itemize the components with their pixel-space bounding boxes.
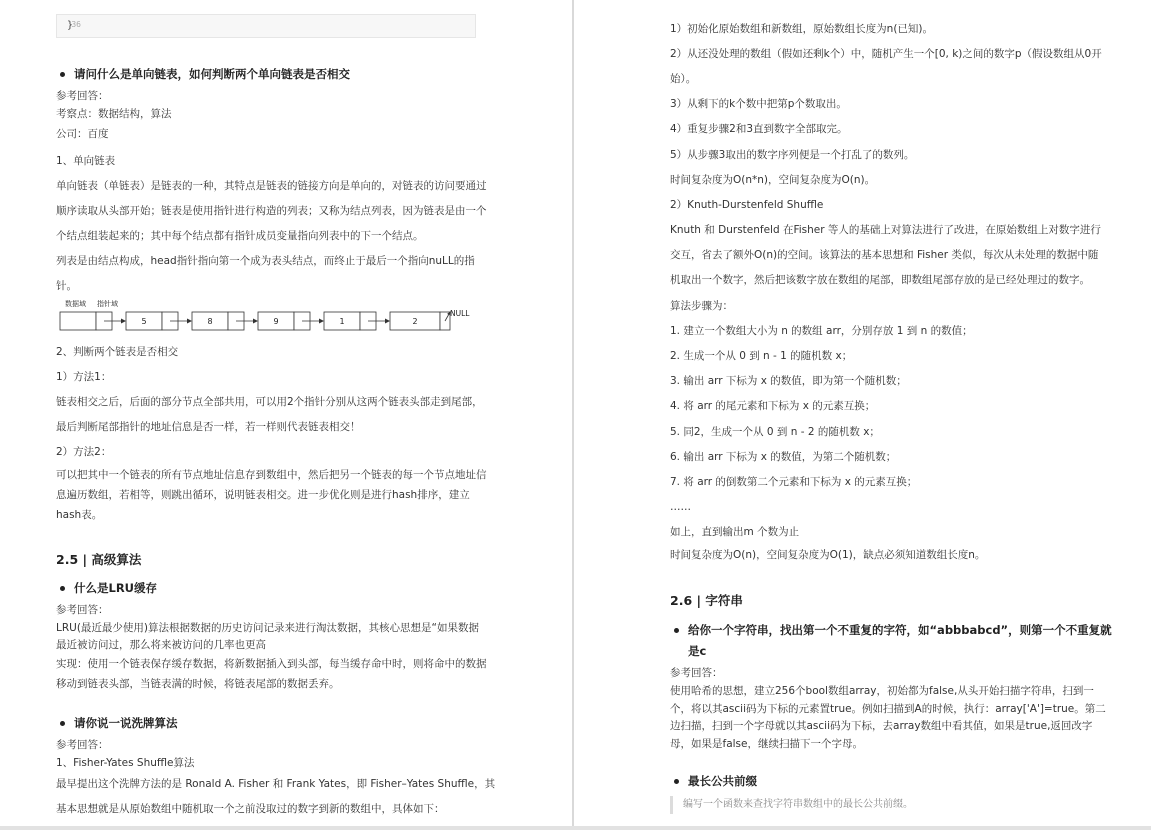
question-longest-common-prefix: 最长公共前缀 [688,774,757,788]
paragraph-line: 实现：使用一个链表保存缓存数据，将新数据插入到头部，每当缓存命中时，则将命中的数据 [56,658,487,670]
question-shuffle: 请你说一说洗牌算法 [74,716,178,730]
complexity-line: 时间复杂度为O(n)，空间复杂度为O(1)，缺点必须知道数组长度n。 [670,549,986,561]
algorithm-step: 1. 建立一个数组大小为 n 的数组 arr，分别存放 1 到 n 的数值； [670,325,973,337]
algorithm-step: 5. 同2，生成一个从 0 到 n - 2 的随机数 x； [670,426,880,438]
paragraph-line: 个结点组装起来的；其中每个结点都有指针成员变量指向列表中的下一个结点。 [56,230,424,242]
paragraph-line: 交互，省去了额外O(n)的空间。该算法的基本思想和 Fisher 类似，每次从未处理的数据中随 [670,249,1099,261]
step-line: 5）从步骤3取出的数字序列便是一个打乱了的数列。 [670,149,915,161]
paragraph-line: 基本思想就是从原始数组中随机取一个之前没取过的数字到新的数组中，具体如下： [56,803,445,815]
question-first-unique-char: 给你一个字符串，找出第一个不重复的字符，如“abbbabcd”，则第一个不重复就 [688,623,1112,637]
method-2-heading: 2）方法2： [56,446,112,458]
reference-answer-label: 参考回答： [56,90,109,102]
step-line: 始）。 [670,73,697,85]
algorithm-step: 3. 输出 arr 下标为 x 的数值，即为第一个随机数； [670,375,907,387]
node-value: 1 [339,317,345,326]
bottom-scroll-edge [0,826,1151,830]
algorithm-step: 7. 将 arr 的倒数第二个元素和下标为 x 的元素互换； [670,476,918,488]
quote-block: 编写一个函数来查找字符串数组中的最长公共前缀。 [670,796,1110,814]
node-value: 2 [412,317,418,326]
code-text: } [67,20,74,31]
right-page [574,0,1151,830]
question-lru: 什么是LRU缓存 [74,581,158,595]
step-line: 3）从剩下的k个数中把第p个数取出。 [670,98,847,110]
paragraph-line: 如上，直到输出m 个数为止 [670,526,800,538]
paragraph-line: 母，如果是false，继续扫描下一个字母。 [670,738,863,750]
paragraph-line: 使用哈希的思想，建立256个bool数组array，初始都为false,从头开始扫描字符串，扫到一 [670,685,1094,697]
reference-answer-label: 参考回答： [670,667,723,679]
paragraph-line: 链表相交之后，后面的部分节点全部共用，可以用2个指针分别从这两个链表头部走到尾部， [56,396,483,408]
node-5 [390,312,450,330]
paragraph-line: 个，将以其ascii码为下标的元素置true。例如扫描到A的时候，执行：array['A']=true。第二 [670,703,1106,715]
paragraph-line: 顺序读取从头部开始；链表是使用指针进行构造的列表；又称为结点列表，因为链表是由一个 [56,205,487,217]
subheading-intersect: 2、判断两个链表是否相交 [56,346,179,358]
step-line: 4）重复步骤2和3直到数字全部取完。 [670,123,848,135]
algorithm-step: 4. 将 arr 的尾元素和下标为 x 的元素互换； [670,400,876,412]
paragraph-line: 针。 [56,280,77,292]
paragraph-line: 单向链表（单链表）是链表的一种，其特点是链表的链接方向是单向的，对链表的访问要通过 [56,180,487,192]
question-linked-list: 请问什么是单向链表，如何判断两个单向链表是否相交 [74,67,350,81]
subheading-fisher-yates: 1、Fisher-Yates Shuffle算法 [56,757,195,769]
method-1-heading: 1）方法1： [56,371,112,383]
subheading-singly-linked-list: 1、单向链表 [56,155,116,167]
diagram-label-pointer: 指针域 [97,300,118,308]
paragraph-line: 移动到链表头部，当链表满的时候，将链表尾部的数据丢弃。 [56,678,340,690]
section-title-advanced-algorithms: 2.5 | 高级算法 [56,552,142,567]
company: 公司：百度 [56,128,109,140]
code-block [56,14,476,38]
paragraph-line: Knuth 和 Durstenfeld 在Fisher 等人的基础上对算法进行了改进，在原始数组上对数字进行 [670,224,1101,236]
diagram-label-data: 数据域 [65,300,86,308]
node-value: 8 [207,317,213,326]
paragraph-line: hash表。 [56,509,103,521]
paragraph-line: 边扫描，扫到一个字母就以其ascii码为下标，去array数组中看其值，如果是true,返回改字 [670,720,1093,732]
node-value: 9 [273,317,279,326]
complexity-line: 时间复杂度为O(n*n)，空间复杂度为O(n)。 [670,174,876,186]
left-page [0,0,572,830]
reference-answer-label: 参考回答： [56,604,109,616]
reference-answer-label: 参考回答： [56,739,109,751]
algorithm-step: 6. 输出 arr 下标为 x 的数值，为第二个随机数； [670,451,897,463]
paragraph-line: 息遍历数组，若相等，则跳出循环，说明链表相交。进一步优化则是进行hash排序，建立 [56,489,470,501]
question-first-unique-char-cont: 是c [688,644,707,658]
section-title-strings: 2.6 | 字符串 [670,593,743,608]
step-line: 2）从还没处理的数组（假如还剩k个）中，随机产生一个[0, k)之间的数字p（假设数组从0开 [670,48,1102,60]
algorithm-step: 2. 生成一个从 0 到 n - 1 的随机数 x； [670,350,853,362]
linked-list-diagram [56,296,476,334]
paragraph-line: 可以把其中一个链表的所有节点地址信息存到数组中，然后把另一个链表的每一个节点地址信 [56,469,487,481]
subheading-knuth-durstenfeld: 2）Knuth-Durstenfeld Shuffle [670,199,824,211]
paragraph-line: 最早提出这个洗牌方法的是 Ronald A. Fisher 和 Frank Yates，即 Fisher–Yates Shuffle，其 [56,778,496,790]
paragraph-line: 机取出一个数字，然后把该数字放在数组的尾部，即数组尾部存放的是已经处理过的数字。 [670,274,1090,286]
paragraph-line: 列表是由结点构成，head指针指向第一个成为表头结点，而终止于最后一个指向nuLL的指 [56,255,475,267]
algorithm-steps-label: 算法步骤为： [670,300,733,312]
paragraph-line: LRU(最近最少使用)算法根据数据的历史访问记录来进行淘汰数据，其核心思想是“如果数据 [56,622,479,634]
paragraph-line: 最近被访问过，那么将来被访问的几率也更高 [56,639,266,651]
null-label: NULL [450,309,470,318]
paragraph-line: 最后判断尾部指针的地址信息是否一样，若一样则代表链表相交！ [56,421,361,433]
ellipsis: …… [670,501,691,513]
code-line-number: 36 [71,20,81,29]
node-value: 5 [141,317,147,326]
exam-point: 考察点：数据结构，算法 [56,108,172,120]
step-line: 1）初始化原始数组和新数组，原始数组长度为n(已知)。 [670,23,934,35]
